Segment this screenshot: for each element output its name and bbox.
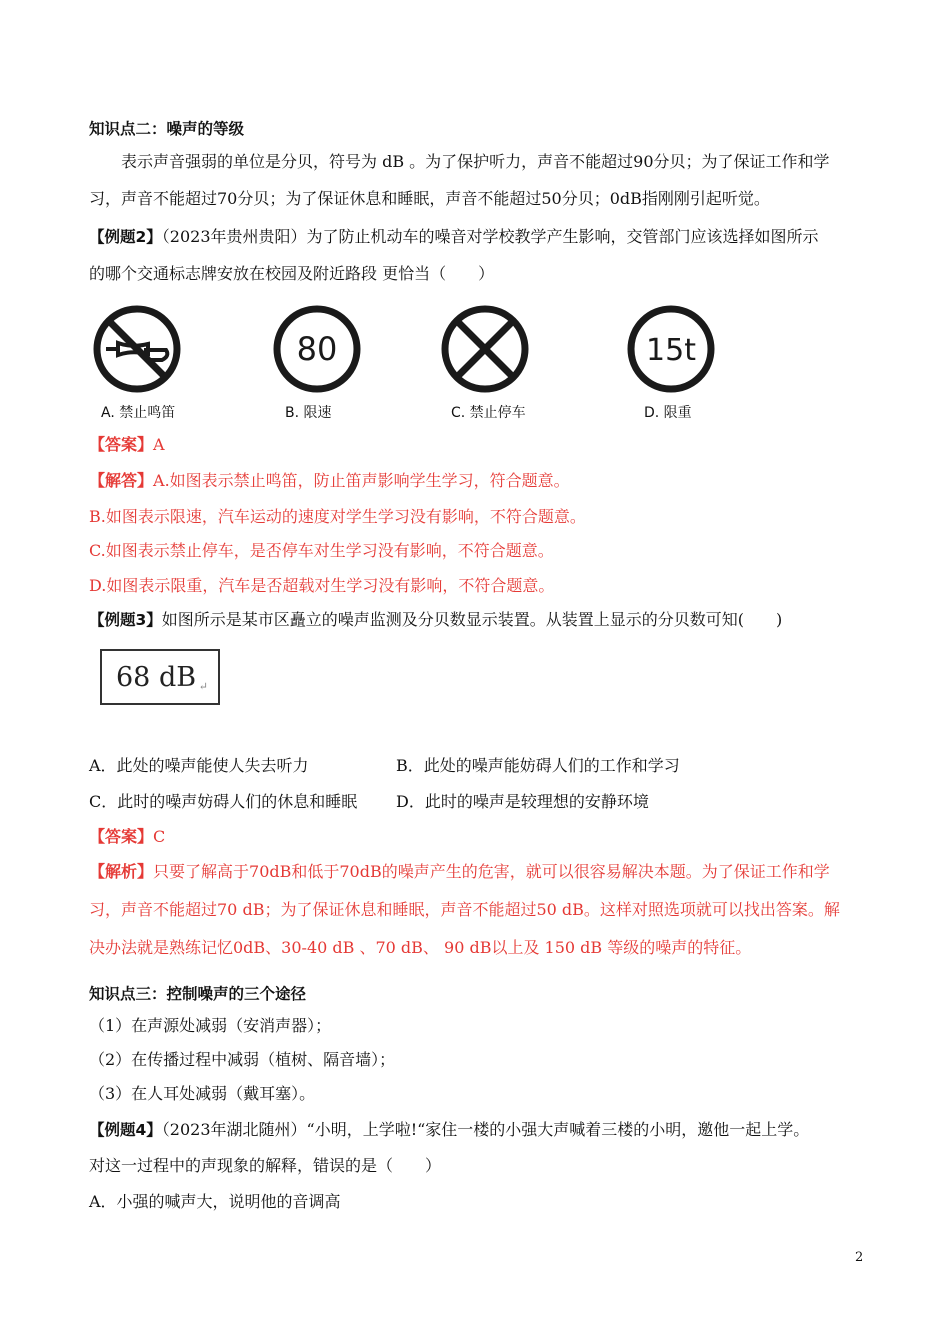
example-3-explanation (89, 861, 830, 883)
explain-line: 习，声音不能超过70 dB；为了保证休息和睡眠，声音不能超过50 dB。这样对照选项就可以找出答案。解 (89, 900, 840, 919)
example-tag: 【例题3】 (89, 611, 162, 629)
explain-line: B.如图表示限速，汽车运动的速度对学生学习没有影响，不符合题意。 (89, 507, 586, 526)
no-stopping-sign-icon (436, 304, 536, 394)
example-3-question (89, 609, 782, 631)
explain-line: 决办法就是熟练记忆0dB、30-40 dB 、70 dB、 90 dB以上及 150 dB 等级的噪声的特征。 (89, 938, 752, 957)
section-heading-noise-levels: 知识点二：噪声的等级 (89, 120, 245, 138)
example-2-answer (89, 434, 165, 456)
answer-value: A (153, 435, 165, 454)
list-item: （1）在声源处减弱（安消声器）； (89, 1016, 332, 1035)
question-text: 如图所示是某市区矗立的噪声监测及分贝数显示装置。从装置上显示的分贝数可知( ) (161, 610, 783, 629)
answer-tag: 【答案】 (89, 435, 154, 454)
question-text: （2023年湖北随州）“小明，上学啦!“家住一楼的小强大声喊着三楼的小明，邀他一起上学。 (161, 1120, 810, 1139)
example-3-answer (89, 826, 165, 848)
example-2-explanation (89, 470, 570, 492)
option-b: B．此处的噪声能妨碍人们的工作和学习 (396, 756, 680, 775)
page-number: 2 (855, 1250, 864, 1265)
explain-tag: 【解析】 (89, 862, 154, 881)
explain-text: A.如图表示禁止鸣笛，防止笛声影响学生学习，符合题意。 (153, 471, 570, 490)
example-2-question-line: 的哪个交通标志牌安放在校园及附近路段 更恰当（ ） (89, 264, 495, 283)
explain-tag: 【解答】 (89, 471, 154, 490)
speed-limit-value: 80 (296, 330, 338, 368)
weight-limit-sign-icon (622, 304, 722, 394)
list-item: （2）在传播过程中减弱（植树、隔音墙）； (89, 1050, 396, 1069)
return-mark-icon: ↵ (198, 680, 208, 693)
explain-line: D.如图表示限重，汽车是否超载对生学习没有影响，不符合题意。 (89, 576, 555, 595)
decibel-display (100, 649, 220, 705)
speed-limit-sign-icon (268, 304, 368, 394)
decibel-reading: 68 dB (116, 662, 197, 693)
answer-tag: 【答案】 (89, 827, 154, 846)
list-item: （3）在人耳处减弱（戴耳塞）。 (89, 1084, 316, 1103)
example-tag: 【例题2】 (89, 228, 162, 246)
option-a: A．小强的喊声大，说明他的音调高 (89, 1192, 341, 1211)
paragraph-line: 习，声音不能超过70分贝；为了保证休息和睡眠，声音不能超过50分贝；0dB指刚刚引起听觉。 (89, 189, 770, 208)
option-d: D．此时的噪声是较理想的安静环境 (396, 792, 649, 811)
sign-label-a: A. 禁止鸣笛 (101, 405, 176, 421)
sign-label-d: D. 限重 (644, 405, 692, 421)
answer-value: C (153, 827, 166, 846)
section-heading-noise-control: 知识点三：控制噪声的三个途径 (89, 985, 307, 1003)
option-c: C．此时的噪声妨碍人们的休息和睡眠 (89, 792, 358, 811)
explain-text: 只要了解高于70dB和低于70dB的噪声产生的危害，就可以很容易解决本题。为了保证工作和学 (153, 862, 830, 881)
example-2-question-line (89, 226, 819, 248)
weight-limit-value: 15t (646, 333, 696, 368)
example-tag: 【例题4】 (89, 1121, 162, 1139)
no-horn-sign-icon (88, 304, 188, 394)
explain-line: C.如图表示禁止停车，是否停车对生学习没有影响，不符合题意。 (89, 541, 554, 560)
example-4-question-line: 对这一过程中的声现象的解释，错误的是（ ） (89, 1156, 442, 1175)
example-4-question-line (89, 1119, 809, 1141)
sign-label-c: C. 禁止停车 (451, 405, 526, 421)
option-a: A．此处的噪声能使人失去听力 (89, 756, 309, 775)
sign-label-b: B. 限速 (285, 405, 332, 421)
question-text: （2023年贵州贵阳）为了防止机动车的噪音对学校教学产生影响，交管部门应该选择如图所示 (161, 227, 819, 246)
paragraph-line: 表示声音强弱的单位是分贝，符号为 dB 。为了保护听力，声音不能超过90分贝；为了保证工作和学 (121, 152, 830, 171)
